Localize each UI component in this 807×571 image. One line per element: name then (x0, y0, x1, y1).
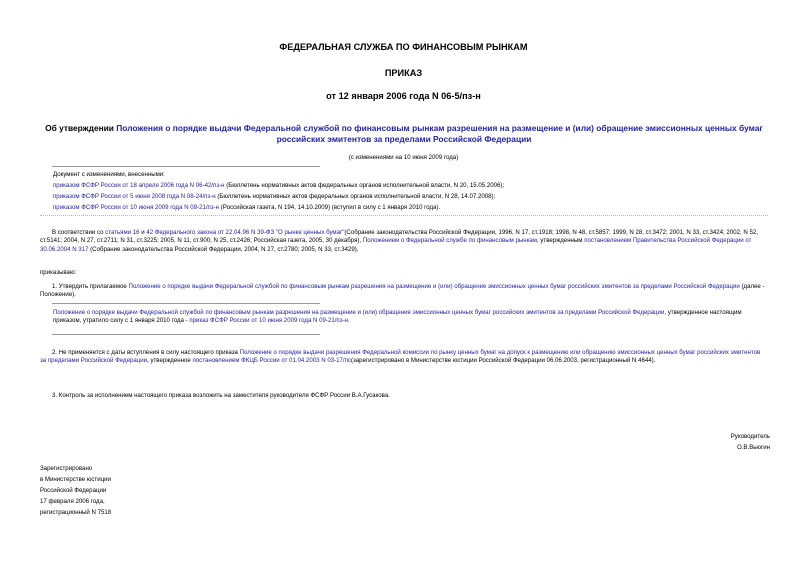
title-prefix: Об утверждении (45, 123, 117, 133)
preamble-text: (Собрание законодательства Российской Федерации, 2004, N 27, ст.2780; 2005, N 33, ст.3429), (88, 245, 359, 253)
signature-role: Руководитель (730, 433, 770, 440)
change-link[interactable]: приказом ФСФР России от 5 июня 2008 года N 08-24/пз-н (53, 193, 216, 200)
item-3-paragraph: 3. Контроль за исполнением настоящего приказа возложить на заместителя руководителя ФСФР России В.А.Гусакова. (52, 392, 390, 399)
note-link-order[interactable]: приказ ФСФР России от 10 июня 2009 года N 09-21/пз-н (189, 317, 348, 325)
item-2-text: (зарегистрировано в Министерстве юстиции Российской Федерации 06.06.2003, регистрационный N 4644). (350, 357, 656, 365)
registration-line: Российской Федерации (40, 487, 107, 494)
doc-type-heading: ПРИКАЗ (384, 68, 423, 78)
order-word: приказываю: (40, 269, 77, 276)
document-title (40, 123, 768, 145)
amended-note: (с изменениями на 10 июня 2009 года) (348, 154, 459, 161)
signature-name: О.В.Вьюгин (737, 444, 770, 451)
item-2-paragraph (40, 349, 768, 366)
preamble-paragraph (40, 229, 768, 254)
change-item (53, 182, 504, 190)
preamble-link-resolution[interactable]: постановлением Правительства Российской Федерации от 30.06.2004 N 317 (40, 237, 752, 253)
registration-line: в Министерстве юстиции (40, 476, 111, 483)
divider-note-bottom (52, 334, 320, 335)
preamble-text: , утвержденным (537, 237, 585, 245)
registration-line: Зарегистрировано (40, 465, 93, 472)
item-1-link[interactable]: Положение о порядке выдачи Федеральной службой по финансовым рынкам разрешения на размещение и (или) обращение эмиссионных ценных бумаг российских эмитентов за пределами Российской Федерации (128, 283, 740, 290)
item-2-link-regulation[interactable]: Положение о порядке выдачи разрешения Федеральной комиссии по рынку ценных бумаг на допуск к размещению или обращению эмиссионных ценных бумаг российских эмитентов за пределами Российской Федерации (40, 349, 761, 365)
change-link[interactable]: приказом ФСФР России от 10 июня 2009 года N 09-21/пз-н (53, 204, 220, 211)
item-2-text: , утвержденное (147, 357, 193, 365)
divider-dotted (40, 215, 768, 216)
item-1-note (53, 309, 768, 326)
agency-heading: ФЕДЕРАЛЬНАЯ СЛУЖБА ПО ФИНАНСОВЫМ РЫНКАМ (279, 42, 528, 52)
changes-intro: Документ с изменениями, внесенными: (53, 171, 165, 178)
preamble-link-law[interactable]: 42 Федерального закона от 22.04.96 N 39-ФЗ "О рынке ценных бумаг" (146, 229, 345, 236)
preamble-text: и (139, 229, 147, 236)
item-1-text: 1. Утвердить прилагаемое (52, 283, 129, 290)
note-link-regulation[interactable]: Положение о порядке выдачи Федеральной службой по финансовым рынкам разрешения на размещение и (или) обращение эмиссионных ценных бумаг российских эмитентов за пределами Российской Федерации (53, 309, 665, 316)
item-1-text: (далее - Положение). (40, 283, 765, 299)
preamble-text: (Собрание законодательства Российской Федерации, 1996, N 17, ст.1918; 1998, N 48, ст.5857; 1999, N 28, ст.3472; 2001, N 33, ст.3424; 2002, N 52, ст.5141; 2004, N 27, ст.2711; N 31, ст.3225; 2005, N 11, ст.900; N 25, ст.2426; Российская газета, 2005, 30 декабря), (40, 229, 758, 245)
preamble-text: В соответствии со (52, 229, 106, 236)
preamble-link-regulation[interactable]: Положением о Федеральной службе по финансовым рынкам (362, 237, 537, 245)
item-2-link-resolution[interactable]: постановлением ФКЦБ России от 01.04.2003 N 03-17/пс (192, 357, 351, 365)
registration-line: 17 февраля 2006 года, (40, 498, 105, 505)
change-item (53, 193, 495, 201)
date-number-heading: от 12 января 2006 года N 06-5/пз-н (326, 91, 481, 101)
divider-note (52, 303, 320, 304)
note-text: , утвержденное настоящим приказом, утратило силу с 1 января 2010 года - (53, 309, 742, 325)
note-text: . (347, 317, 350, 325)
title-link[interactable]: Положения о порядке выдачи Федеральной службой по финансовым рынкам разрешения на размещение и (или) обращение эмиссионных ценных бумаг российских эмитентов за пределами Российской Федерации (116, 123, 763, 144)
change-source: (Бюллетень нормативных актов федеральных органов исполнительной власти, N 28, 14.07.2008); (215, 193, 496, 200)
divider-top (52, 166, 320, 167)
preamble-link-articles[interactable]: статьями 16 (105, 229, 140, 236)
registration-line: регистрационный N 7518 (40, 509, 112, 516)
change-source: (Российская газета, N 194, 14.10.2009) (вступил в силу с 1 января 2010 года). (219, 204, 441, 211)
change-source: (Бюллетень нормативных актов федеральных органов исполнительной власти, N 20, 15.05.2006); (224, 182, 505, 189)
item-1-paragraph (40, 283, 768, 300)
change-item (53, 204, 440, 212)
change-link[interactable]: приказом ФСФР России от 18 апреля 2006 года N 06-42/пз-н (53, 182, 225, 189)
item-2-text: 2. Не применяется с даты вступления в силу настоящего приказа (52, 349, 240, 356)
